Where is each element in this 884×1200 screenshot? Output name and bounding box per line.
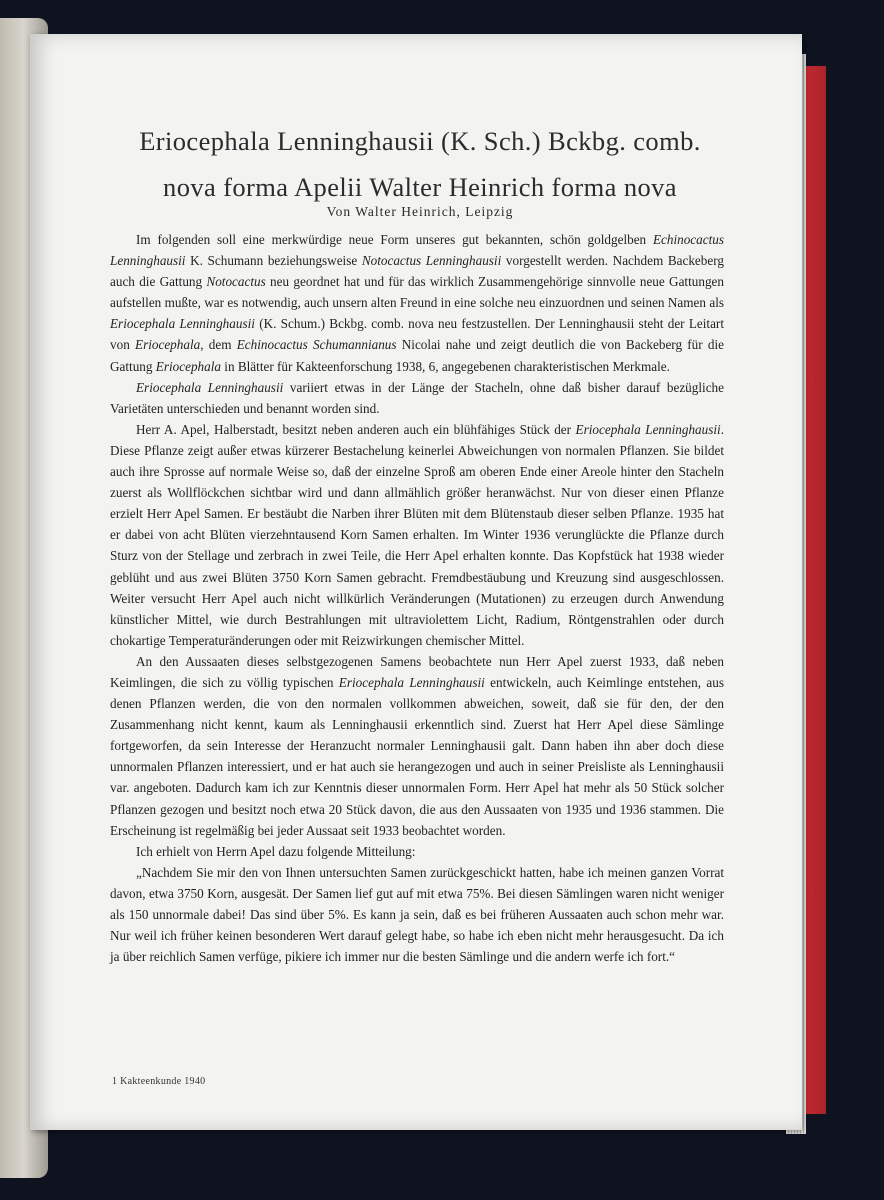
article-title-line-1: Eriocephala Lenninghausii (K. Sch.) Bckbg. comb.	[139, 126, 701, 156]
paragraph-4: An den Aussaaten dieses selbstgezogenen Samens beobachtete nun Herr Apel zuerst 1933, daß neben Keimlingen, die sich zu völlig typischen Eriocephala Lenninghausii entwickeln, auch Keimlinge entstehen, aus denen Pflanzen werden, die von den normalen vollkommen abweichen, soweit, daß sie für den, der den Zusammenhang nicht kennt, kaum als Lenninghausii erkenntlich sind. Zuerst hat Herr Apel diese Sämlinge fortgeworfen, da sein Interesse der Heranzucht normaler Lenninghausii galt. Dann haben ihn aber doch diese unnormalen Pflanzen interessiert, und er hat auch sie herangezogen und auch in seiner Preisliste als Lenninghausii var. angeboten. Dadurch kam ich zur Kenntnis dieser unnormalen Form. Herr Apel hat mehr als 50 Stück solcher Pflanzen gezogen und besitzt noch etwa 20 Stück davon, die aus den Aussaaten von 1935 und 1936 stammen. Die Erscheinung ist regelmäßig bei jeder Aussaat seit 1933 beobachtet worden.	[110, 653, 724, 838]
italic-taxon: Eriocephala Lenninghausii	[136, 379, 284, 395]
italic-taxon: Eriocephala	[135, 337, 201, 353]
paragraph-1: Im folgenden soll eine merkwürdige neue Form unseres gut bekannten, schön goldgelben Echinocactus Lenninghausii K. Schumann beziehungsweise Notocactus Lenninghausii vorgestellt werden. Nachdem Backeberg auch die Gattung Notocactus neu geordnet hat und für das wirklich Zusammengehörige sinnvolle neue Gattungen aufstellen mußte, war es notwendig, auch unsern alten Freund in eine solche neu einzuordnen und seinen Namen als Eriocephala Lenninghausii (K. Schum.) Bckbg. comb. nova neu festzustellen. Der Lenninghausii steht der Leitart von Eriocephala, dem Echinocactus Schumannianus Nicolai nahe und zeigt deutlich die von Backeberg für die Gattung Eriocephala in Blätter für Kakteenforschung 1938, 6, angegebenen charakteristischen Merkmale.	[110, 232, 725, 374]
page-footer: 1 Kakteenkunde 1940	[112, 1076, 206, 1087]
italic-taxon: Eriocephala Lenninghausii	[575, 421, 721, 437]
italic-taxon: Notocactus	[206, 274, 266, 290]
article-title-line-2: nova forma Apelii Walter Heinrich forma nova	[163, 172, 677, 202]
document-page	[30, 34, 802, 1130]
italic-taxon: Echinocactus Lenninghausii	[110, 232, 724, 269]
paragraph-3: Herr A. Apel, Halberstadt, besitzt neben anderen auch ein blühfähiges Stück der Eriocephala Lenninghausii. Diese Pflanze zeigt außer etwas kürzerer Bestachelung keinerlei Abweichungen von normalen Pflanzen. Sie bildet auch ihre Sprosse auf normale Weise so, daß der einzelne Sproß am oberen Ende einer Areole hinter den Stacheln zuerst als Wollflöckchen sichtbar wird und dann allmählich größer heranwächst. Nur von dieser einen Pflanze erzielt Herr Apel Samen. Er bestäubt die Narben ihrer Blüten mit dem Blütenstaub dieser selben Pflanze. 1935 hat er dabei von acht Blüten vierzehntausend Korn Samen erhalten. Im Winter 1936 verunglückte die Pflanze durch Sturz von der Stellage und zerbrach in zwei Teile, die Herr Apel erhalten konnte. Das Kopfstück hat 1938 wieder geblüht und aus zwei Blüten 3750 Korn Samen gebracht. Fremdbestäubung und Kreuzung sind ausgeschlossen. Weiter versucht Herr Apel auch nicht willkürlich Veränderungen (Mutationen) zu erzeugen durch Anwendung künstlicher Mittel, wie durch Bestrahlungen mit ultraviolettem Licht, Radium, Röntgenstrahlen oder durch chokartige Temperaturänderungen oder mit Reizwirkungen chemischer Mittel.	[110, 421, 724, 648]
italic-taxon: Eriocephala Lenninghausii	[110, 316, 255, 332]
italic-taxon: Echinocactus Schumannianus	[236, 337, 397, 353]
italic-taxon: Notocactus Lenninghausii	[361, 253, 502, 269]
author-byline: Von Walter Heinrich, Leipzig	[326, 204, 514, 219]
paragraph-2: Eriocephala Lenninghausii variiert etwas in der Länge der Stacheln, ohne daß bisher darauf bezügliche Varietäten unterschieden und benannt worden sind.	[110, 379, 724, 416]
paragraph-5: Ich erhielt von Herrn Apel dazu folgende Mitteilung:	[136, 843, 416, 859]
paragraph-6-quote: „Nachdem Sie mir den von Ihnen untersuchten Samen zurückgeschickt hatten, habe ich meinen ganzen Vorrat davon, etwa 3750 Korn, ausgesät. Der Samen lief gut auf mit etwa 75%. Bei diesen Sämlingen waren nicht weniger als 150 unnormale dabei! Das sind über 5%. Es kann ja sein, daß es bei früheren Aussaaten auch schon mehr war. Nur weil ich früher keinen besonderen Wert darauf gelegt habe, so habe ich eben nicht mehr herausgesucht. Da ich ja über reichlich Samen verfüge, pikiere ich immer nur die besten Sämlinge und die andern werfe ich fort.“	[110, 864, 724, 965]
italic-taxon: Eriocephala Lenninghausii	[338, 674, 485, 690]
article-body	[110, 229, 724, 967]
italic-taxon: Eriocephala	[155, 358, 221, 374]
